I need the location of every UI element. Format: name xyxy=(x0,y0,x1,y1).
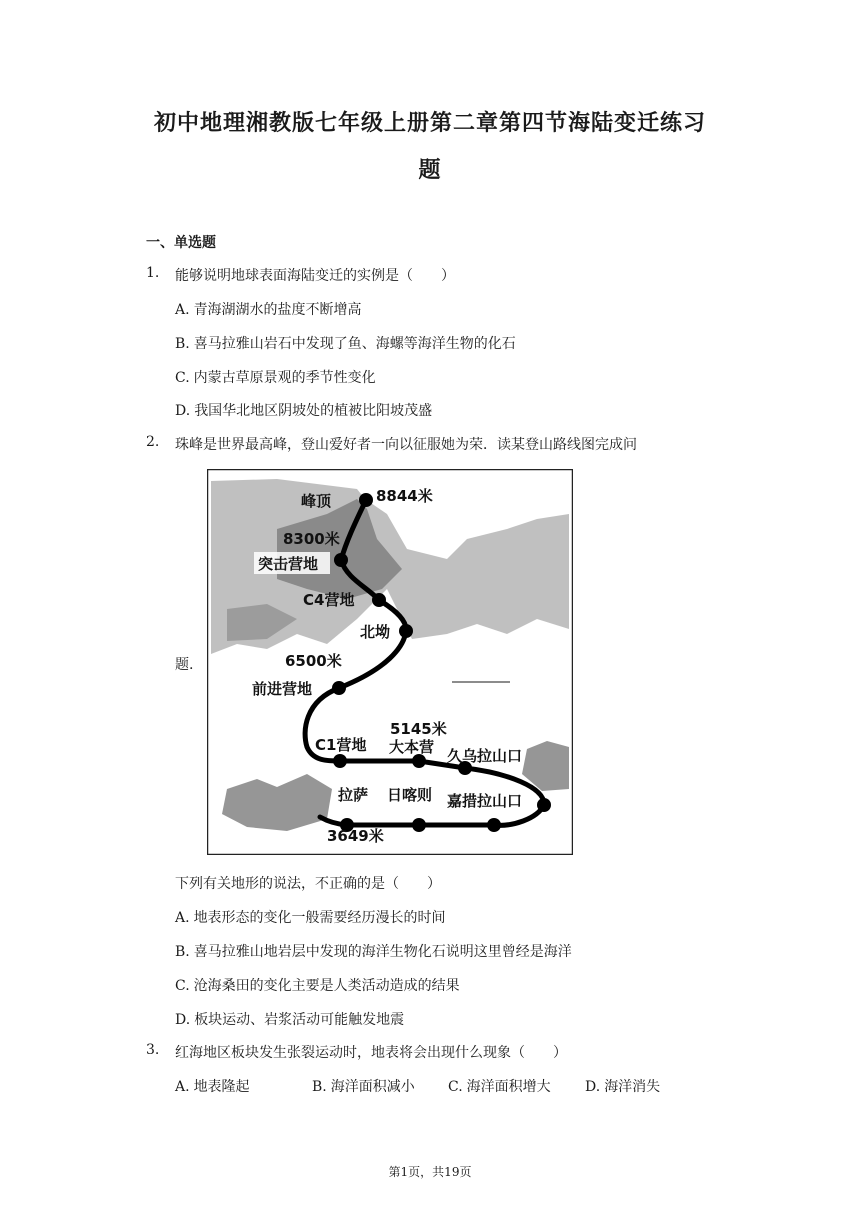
question-2-option-b xyxy=(175,941,572,961)
question-1-option-a xyxy=(175,299,362,319)
option-letter: B. xyxy=(175,944,190,960)
option-text: 我国华北地区阴坡处的植被比阳坡茂盛 xyxy=(194,403,433,419)
label-assault-camp: 突击营地 xyxy=(258,555,319,573)
option-text: 喜马拉雅山岩石中发现了鱼、海螺等海洋生物的化石 xyxy=(193,336,516,352)
label-north-col: 北坳 xyxy=(360,623,391,641)
question-3-option-d xyxy=(585,1076,660,1096)
option-letter: A. xyxy=(175,910,190,926)
question-3-number: 3. xyxy=(146,1042,160,1058)
label-shigatse: 日喀则 xyxy=(387,786,433,804)
option-text: 板块运动、岩浆活动可能触发地震 xyxy=(194,1012,405,1028)
question-1-option-c xyxy=(175,367,376,387)
option-text: 内蒙古草原景观的季节性变化 xyxy=(193,370,376,386)
page-title-line1: 初中地理湘教版七年级上册第二章第四节海陆变迁练习 xyxy=(153,110,706,136)
point-advance-camp xyxy=(332,681,346,695)
point-c1 xyxy=(333,754,347,768)
point-jiacuo-pass xyxy=(537,798,551,812)
option-text: 沧海桑田的变化主要是人类活动造成的结果 xyxy=(193,978,460,994)
point-north-col xyxy=(399,624,413,638)
climbing-route-map xyxy=(207,469,573,855)
label-altitude-5145: 5145米 xyxy=(390,720,447,738)
option-letter: D. xyxy=(585,1079,601,1095)
option-text: 海洋面积增大 xyxy=(466,1079,551,1095)
label-altitude-6500: 6500米 xyxy=(285,652,342,670)
point-base-camp xyxy=(412,754,426,768)
label-jiuwu-pass: 久乌拉山口 xyxy=(447,747,523,765)
option-letter: C. xyxy=(448,1079,463,1095)
option-text: 海洋消失 xyxy=(604,1079,661,1095)
option-text: 海洋面积减小 xyxy=(330,1079,415,1095)
label-c1-camp: C1营地 xyxy=(315,736,367,754)
question-2-text-continued: 题. xyxy=(175,657,194,673)
option-text: 青海湖湖水的盐度不断增高 xyxy=(193,302,362,318)
label-lhasa: 拉萨 xyxy=(338,786,369,804)
page-title-line2: 题 xyxy=(418,157,442,183)
label-altitude-8300: 8300米 xyxy=(283,530,340,548)
point-c4 xyxy=(372,593,386,607)
question-2-text: 珠峰是世界最高峰，登山爱好者一向以征服她为荣．读某登山路线图完成问 xyxy=(175,437,637,453)
question-1-option-d xyxy=(175,400,432,420)
question-2-option-d xyxy=(175,1009,404,1029)
label-jiacuo-pass: 嘉措拉山口 xyxy=(447,792,523,810)
option-letter: B. xyxy=(175,336,190,352)
question-2-option-c xyxy=(175,975,460,995)
question-1-number: 1. xyxy=(146,265,160,281)
point-shigatse xyxy=(412,818,426,832)
label-peak: 峰顶 xyxy=(301,492,332,510)
question-1-text: 能够说明地球表面海陆变迁的实例是（ ） xyxy=(175,268,455,284)
question-3-option-b xyxy=(312,1076,415,1096)
option-letter: B. xyxy=(312,1079,327,1095)
label-base-camp: 大本营 xyxy=(389,738,435,756)
option-text: 地表形态的变化一般需要经历漫长的时间 xyxy=(193,910,446,926)
option-letter: C. xyxy=(175,370,190,386)
option-letter: A. xyxy=(175,302,190,318)
question-3-option-a xyxy=(175,1076,250,1096)
question-2-option-a xyxy=(175,907,446,927)
page-footer: 第1页，共19页 xyxy=(388,1165,472,1179)
option-letter: C. xyxy=(175,978,190,994)
question-1-option-b xyxy=(175,333,516,353)
point-peak xyxy=(359,493,373,507)
label-peak-altitude: 8844米 xyxy=(376,487,433,505)
option-text: 地表隆起 xyxy=(193,1079,250,1095)
label-advance-camp: 前进营地 xyxy=(252,680,313,698)
point-assault-camp xyxy=(334,553,348,567)
option-letter: D. xyxy=(175,403,191,419)
option-text: 喜马拉雅山地岩层中发现的海洋生物化石说明这里曾经是海洋 xyxy=(193,944,572,960)
option-letter: A. xyxy=(175,1079,190,1095)
section-heading: 一、单选题 xyxy=(146,235,216,251)
question-3-text: 红海地区板块发生张裂运动时，地表将会出现什么现象（ ） xyxy=(175,1045,567,1061)
question-3-option-c xyxy=(448,1076,551,1096)
label-c4-camp: C4营地 xyxy=(303,591,355,609)
point-east xyxy=(487,818,501,832)
option-letter: D. xyxy=(175,1012,191,1028)
label-altitude-3649: 3649米 xyxy=(327,827,384,845)
question-2-number: 2. xyxy=(146,434,160,450)
question-2-subquestion: 下列有关地形的说法，不正确的是（ ） xyxy=(175,876,441,892)
